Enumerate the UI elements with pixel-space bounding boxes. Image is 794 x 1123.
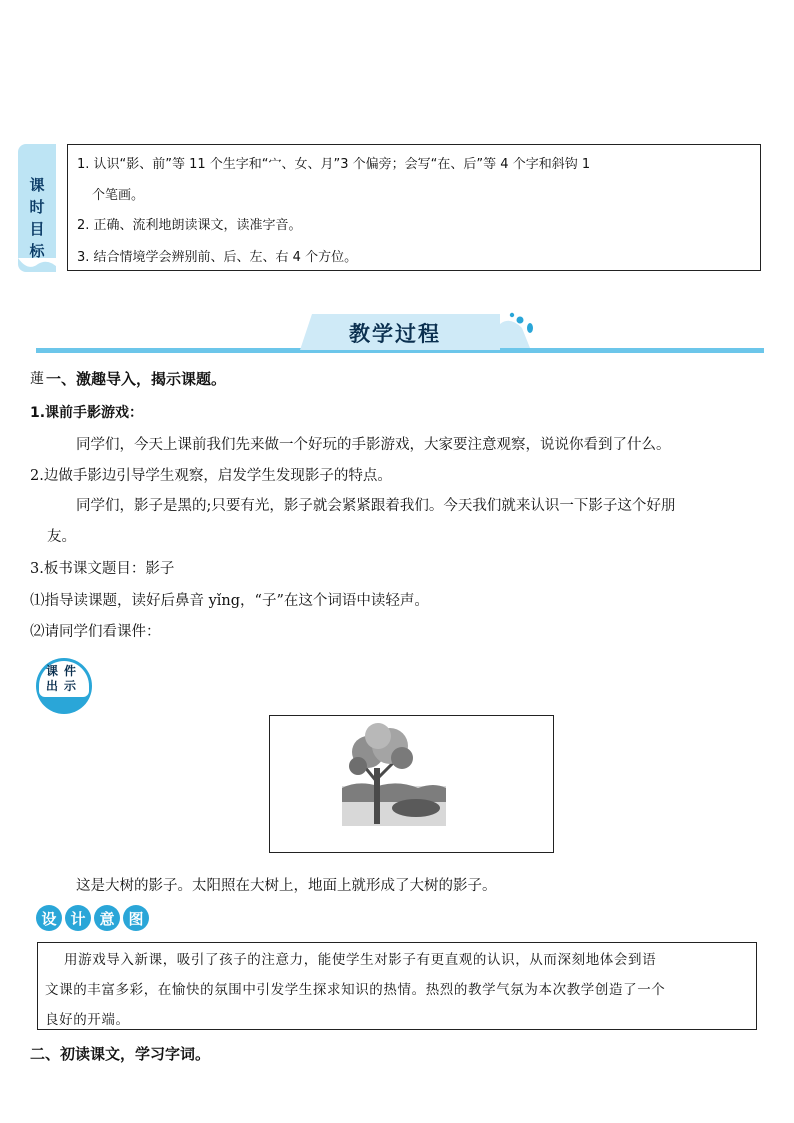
step3-heading: 3.板书课文题目：影子 <box>30 561 175 577</box>
objective-line: 2. 正确、流利地朗读课文，读准字音。 <box>77 218 302 233</box>
courseware-badge-label: 课件出示 <box>45 664 82 693</box>
objective-line: 3. 结合情境学会辨别前、后、左、右 4 个方位。 <box>77 250 358 265</box>
step1-text: 同学们，今天上课前我们先来做一个好玩的手影游戏，大家要注意观察，说说你看到了什么。 <box>76 437 671 453</box>
design-intent-char: 计 <box>65 905 91 931</box>
design-intent-line: 用游戏导入新课，吸引了孩子的注意力，能使学生对影子有更直观的认识，从而深刻地体会到语 <box>64 952 657 968</box>
section-marker: 蓮 <box>30 371 44 387</box>
image-caption: 这是大树的影子。太阳照在大树上，地面上就形成了大树的影子。 <box>76 878 497 894</box>
part2-title: 二、初读课文，学习字词。 <box>30 1045 211 1063</box>
design-intent-char: 意 <box>94 905 120 931</box>
objective-line: 个笔画。 <box>92 188 145 203</box>
design-intent-line: 文课的丰富多彩，在愉快的氛围中引发学生探求知识的热情。热烈的教学气氛为本次教学创造了一个 <box>45 982 666 998</box>
design-intent-char: 图 <box>123 905 149 931</box>
section-header-title: 教学过程 <box>349 322 441 346</box>
step2-text: 同学们，影子是黑的;只要有光，影子就会紧紧跟着我们。今天我们就来认识一下影子这个好朋 <box>76 498 676 514</box>
sub-item-2: ⑵请同学们看课件： <box>30 624 161 640</box>
tree-shadow-icon <box>338 722 450 832</box>
step2-heading: 2.边做手影边引导学生观察，启发学生发现影子的特点。 <box>30 468 392 484</box>
design-intent-label <box>36 905 149 933</box>
step2-text-cont: 友。 <box>47 529 76 545</box>
sub-item-1: ⑴指导读课题，读好后鼻音 yǐng，“子”在这个词语中读轻声。 <box>30 593 429 609</box>
part1-title: 一、激趣导入，揭示课题。 <box>46 370 227 388</box>
objective-line: 1. 认识“影、前”等 11 个生字和“宀、女、月”3 个偏旁；会写“在、后”等 4 个字和斜钩 1 <box>77 157 591 172</box>
water-drops-icon <box>500 312 540 348</box>
step1-heading: 1.课前手影游戏： <box>30 405 144 421</box>
design-intent-char: 设 <box>36 905 62 931</box>
objectives-tab-label: 课时目标 <box>29 176 45 260</box>
design-intent-line: 良好的开端。 <box>45 1012 130 1028</box>
